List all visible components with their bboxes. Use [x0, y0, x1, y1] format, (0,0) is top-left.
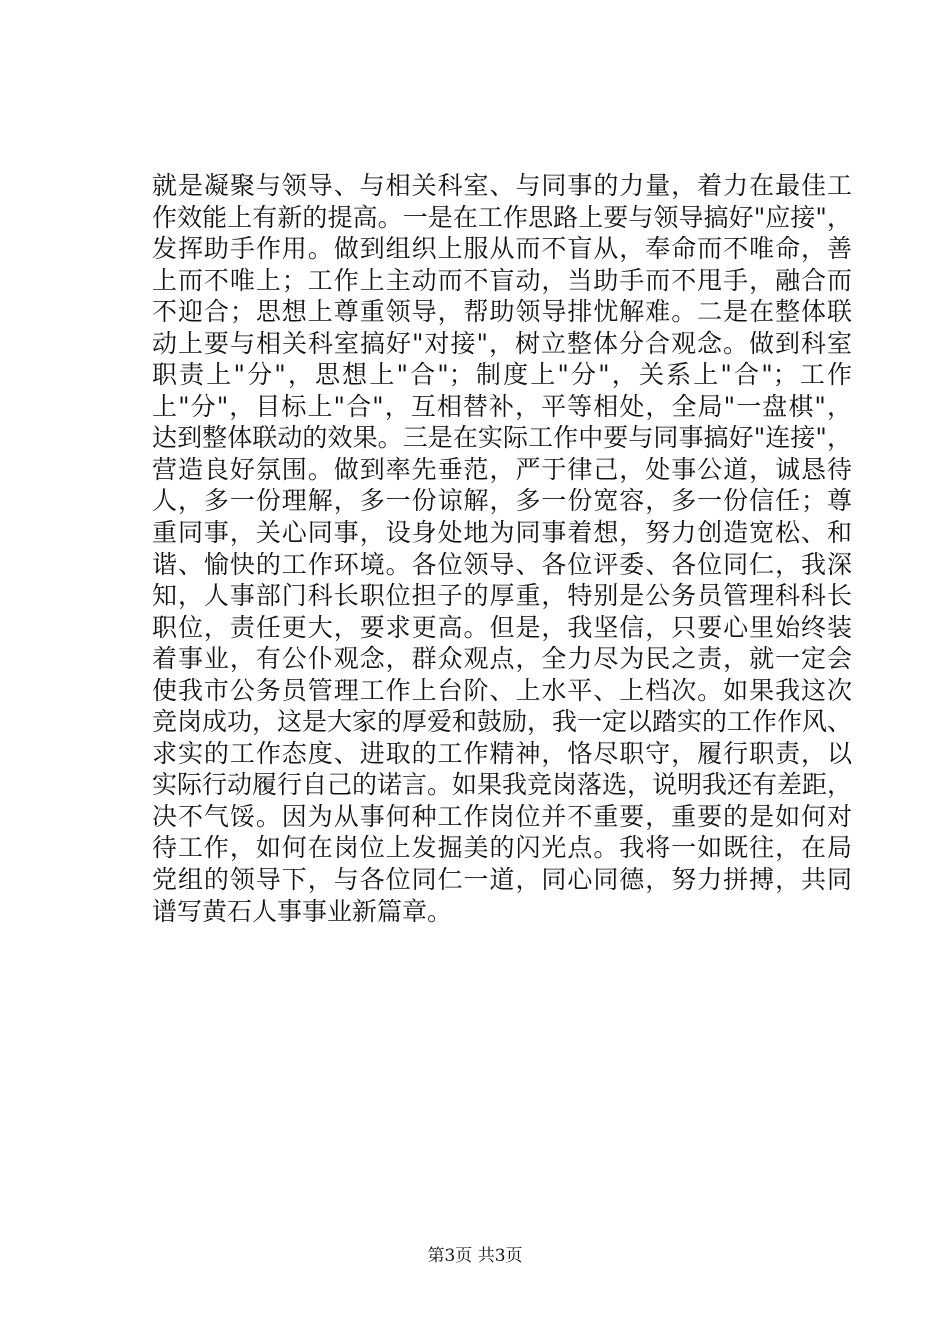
text-line: 上而不唯上；工作上主动而不盲动，当助手而不甩手，融合而 — [152, 265, 852, 295]
text-line: 作效能上有新的提高。一是在工作思路上要与领导搞好"应接"， — [152, 202, 852, 232]
text-line: 党组的领导下，与各位同仁一道，同心同德，努力拼搏，共同 — [152, 865, 852, 895]
text-line: 谱写黄石人事事业新篇章。 — [152, 896, 453, 926]
text-line: 不迎合；思想上尊重领导，帮助领导排忧解难。二是在整体联 — [152, 297, 852, 327]
text-line: 重同事，关心同事，设身处地为同事着想，努力创造宽松、和 — [152, 518, 852, 548]
text-line: 待工作，如何在岗位上发掘美的闪光点。我将一如既往，在局 — [152, 833, 852, 863]
text-line: 动上要与相关科室搞好"对接"，树立整体分合观念。做到科室 — [152, 328, 852, 358]
body-paragraph — [152, 170, 852, 927]
text-line: 上"分"，目标上"合"，互相替补，平等相处，全局"一盘棋"， — [152, 391, 852, 421]
text-line: 竞岗成功，这是大家的厚爱和鼓励，我一定以踏实的工作作风、 — [152, 707, 852, 737]
text-line: 决不气馁。因为从事何种工作岗位并不重要，重要的是如何对 — [152, 801, 852, 831]
text-line: 发挥助手作用。做到组织上服从而不盲从，奉命而不唯命，善 — [152, 234, 852, 264]
page-number-footer: 第3页 共3页 — [427, 1246, 523, 1266]
text-line: 职责上"分"，思想上"合"；制度上"分"，关系上"合"；工作 — [152, 360, 852, 390]
text-line: 着事业，有公仆观念，群众观点，全力尽为民之责，就一定会 — [152, 644, 852, 674]
text-line: 知，人事部门科长职位担子的厚重，特别是公务员管理科科长 — [152, 581, 852, 611]
text-line: 职位，责任更大，要求更高。但是，我坚信，只要心里始终装 — [152, 612, 852, 642]
text-line: 使我市公务员管理工作上台阶、上水平、上档次。如果我这次 — [152, 675, 852, 705]
text-line: 营造良好氛围。做到率先垂范，严于律己，处事公道，诚恳待 — [152, 454, 852, 484]
text-line: 就是凝聚与领导、与相关科室、与同事的力量，着力在最佳工 — [152, 171, 852, 200]
text-line: 人，多一份理解，多一份谅解，多一份宽容，多一份信任；尊 — [152, 486, 852, 516]
text-line: 谐、愉快的工作环境。各位领导、各位评委、各位同仁，我深 — [152, 549, 852, 579]
text-line: 求实的工作态度、进取的工作精神，恪尽职守，履行职责，以 — [152, 738, 852, 768]
text-line: 实际行动履行自己的诺言。如果我竞岗落选，说明我还有差距， — [152, 770, 852, 800]
text-line: 达到整体联动的效果。三是在实际工作中要与同事搞好"连接"， — [152, 423, 852, 453]
